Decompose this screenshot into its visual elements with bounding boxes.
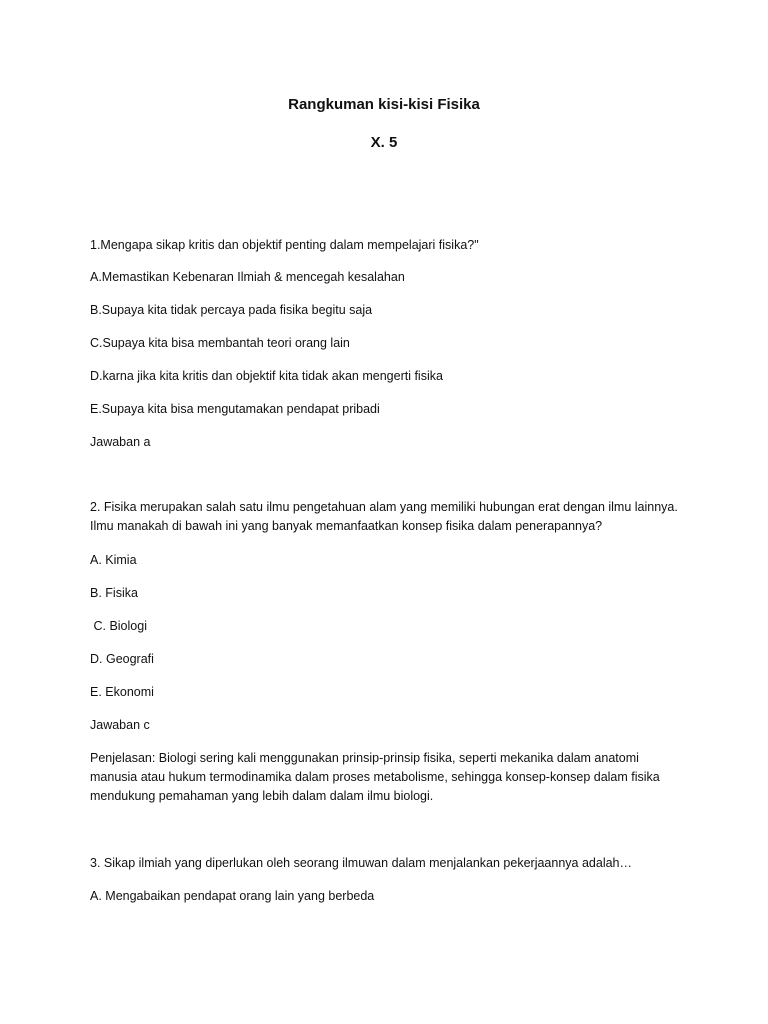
document-subtitle: X. 5 — [370, 134, 398, 151]
question-2-option-c: C. Biologi — [90, 619, 147, 633]
question-1-text: 1.Mengapa sikap kritis dan objektif penting dalam mempelajari fisika?" — [90, 238, 479, 252]
document-title: Rangkuman kisi-kisi Fisika — [288, 96, 480, 113]
question-2-explanation: Penjelasan: Biologi sering kali menggunakan prinsip-prinsip fisika, seperti mekanika dalam anatomi manusia atau hukum termodinamika dalam proses metabolisme, sehingga konsep-konsep dalam fisika mendukung pemahaman yang lebih dalam dalam ilmu biologi. — [90, 751, 660, 803]
question-2-text: 2. Fisika merupakan salah satu ilmu pengetahuan alam yang memiliki hubungan erat dengan ilmu lainnya. Ilmu manakah di bawah ini yang banyak memanfaatkan konsep fisika dalam penerapannya? — [90, 500, 678, 533]
question-1-option-e: E.Supaya kita bisa mengutamakan pendapat pribadi — [90, 402, 380, 416]
question-1-option-c: C.Supaya kita bisa membantah teori orang lain — [90, 336, 350, 350]
question-2-option-b: B. Fisika — [90, 586, 138, 600]
question-2-option-d: D. Geografi — [90, 652, 154, 666]
question-2-answer: Jawaban c — [90, 718, 150, 732]
question-1-option-a: A.Memastikan Kebenaran Ilmiah & mencegah kesalahan — [90, 270, 405, 284]
question-3-option-a: A. Mengabaikan pendapat orang lain yang berbeda — [90, 889, 375, 903]
question-2-option-a: A. Kimia — [90, 553, 137, 567]
question-2-option-e: E. Ekonomi — [90, 685, 154, 699]
question-1-answer: Jawaban a — [90, 435, 151, 449]
question-1-option-d: D.karna jika kita kritis dan objektif kita tidak akan mengerti fisika — [90, 369, 443, 383]
question-3-text: 3. Sikap ilmiah yang diperlukan oleh seorang ilmuwan dalam menjalankan pekerjaannya adalah… — [90, 856, 632, 870]
question-1-option-b: B.Supaya kita tidak percaya pada fisika begitu saja — [90, 303, 373, 317]
